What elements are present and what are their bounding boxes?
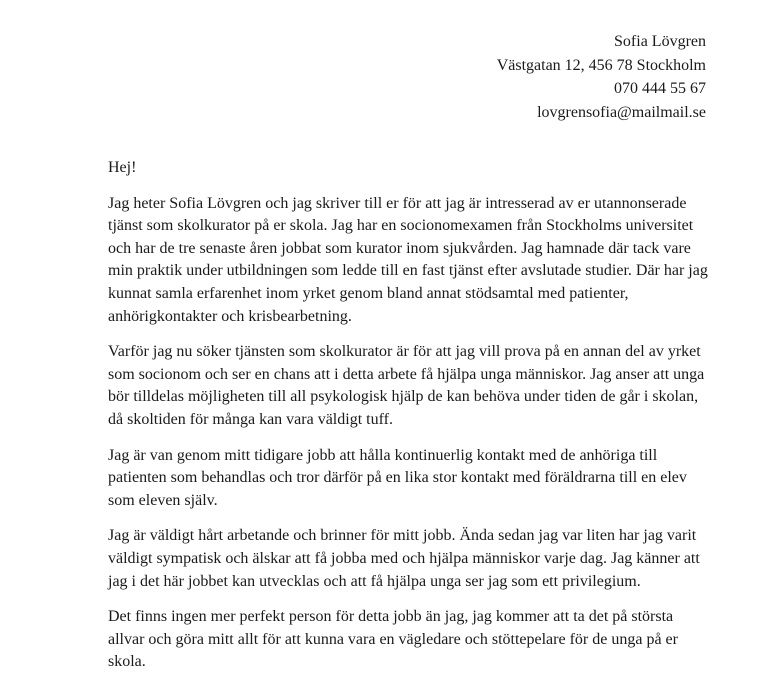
sender-email: lovgrensofia@mailmail.se bbox=[537, 103, 706, 121]
letter-paragraph-5: Det finns ingen mer perfekt person för detta jobb än jag, jag kommer att ta det på största allvar och göra mitt allt för att kunna vara en vägledare och stöttepelare för de unga på er skola. bbox=[108, 608, 678, 671]
letter-paragraph-2: Varför jag nu söker tjänsten som skolkurator är för att jag vill prova på en annan del av yrket som socionom och ser en chans att i detta arbete få hjälpa unga människor. Jag anser att unga bör tilldelas möjligheten till all psykologisk hjälp de kan behöva under tiden de går i skolan, då skoltiden för många kan vara väldigt tuff. bbox=[108, 343, 705, 428]
letter-paragraph-1: Jag heter Sofia Lövgren och jag skriver till er för att jag är intresserad av er utannonserade tjänst som skolkurator på er skola. Jag har en socionomexamen från Stockholms universitet och har de tre senaste åren jobbat som kurator inom sjukvården. Jag hamnade där tack vare min praktik under utbildningen som ledde till en fast tjänst efter avslutade studier. Där har jag kunnat samla erfarenhet inom yrket genom bland annat stödsamtal med patienter, anhörigkontakter och krisbearbetning. bbox=[108, 194, 708, 325]
letter-greeting: Hej! bbox=[108, 159, 137, 176]
sender-phone: 070 444 55 67 bbox=[614, 80, 706, 97]
sender-block bbox=[497, 30, 706, 124]
sender-name: Sofia Lövgren bbox=[614, 33, 706, 50]
letter-paragraph-4: Jag är väldigt hårt arbetande och brinner för mitt jobb. Ända sedan jag var liten har jag varit väldigt sympatisk och älskar att få jobba med och hjälpa människor varje dag. Jag känner att jag i det här jobbet kan utvecklas och att få hjälpa unga ser jag som ett privilegium. bbox=[108, 527, 700, 590]
letter-paragraph-3: Jag är van genom mitt tidigare jobb att hålla kontinuerlig kontakt med de anhöriga till patienten som behandlas och tror därför på en lika stor kontakt med föräldrarna till en elev som eleven själv. bbox=[108, 446, 687, 509]
letter-body bbox=[108, 157, 708, 687]
sender-address: Västgatan 12, 456 78 Stockholm bbox=[496, 56, 706, 74]
